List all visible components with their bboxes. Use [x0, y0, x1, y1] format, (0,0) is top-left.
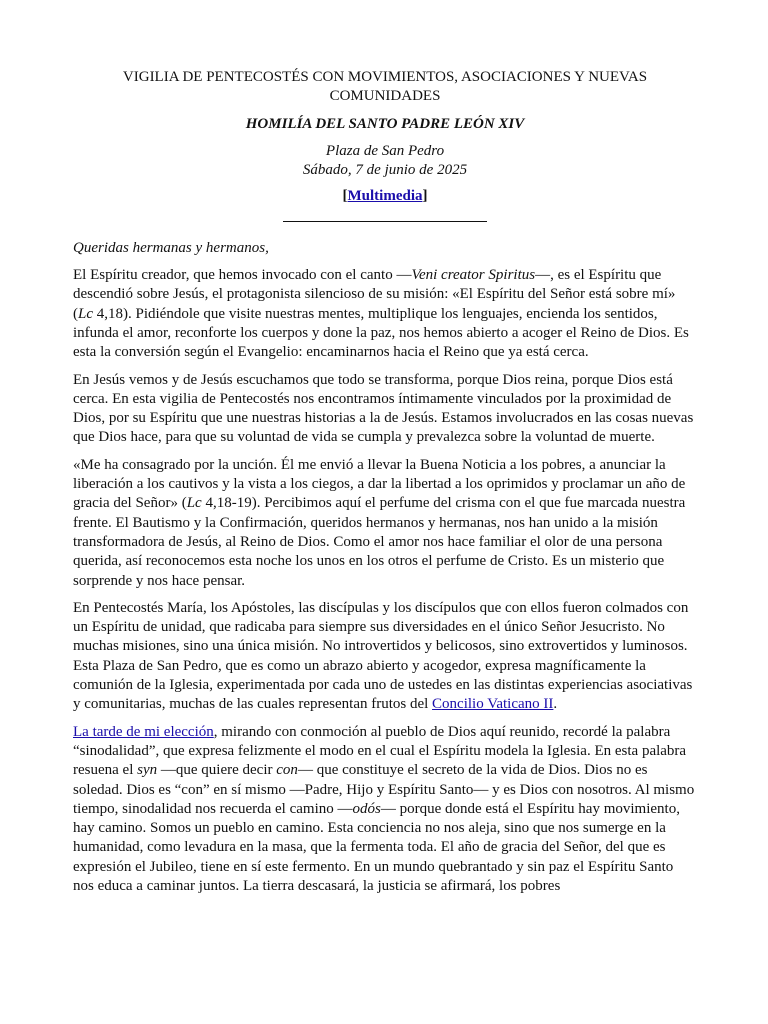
p3-italic-ref: Lc — [186, 495, 202, 512]
paragraph-1 — [73, 266, 697, 362]
p4-text-a: En Pentecostés María, los Apóstoles, las discípulas y los discípulos que con ellos fueron colmados con un Espíritu de unidad, que radicaba para siempre sus diversidades en el único Señor Jesucristo. No muchas misiones, sino una única misión. No introvertidos y belicosos, sino extrovertidos y luminosos. Esta Plaza de San Pedro, que es como un abrazo abierto y acogedor, expresa magníficamente la comunión de la Iglesia, experimentada por cada uno de ustedes en las distintas experiencias asociativas y comunitarias, muchas de las cuales representan frutos del — [73, 599, 693, 713]
p1-text-c: 4,18). Pidiéndole que visite nuestras mentes, multiplique los lenguajes, encienda los sentidos, infunda el amor, reconforte los cuerpos y done la paz, nos hemos abierto a acoger el Reino de Dios. Es esta la conversión según el Evangelio: encaminarnos hacia el Reino que ya está cerca. — [73, 305, 689, 361]
p5-italic-odos: odós — [352, 800, 381, 817]
concilio-vaticano-link[interactable]: Concilio Vaticano II — [432, 696, 554, 713]
paragraph-3 — [73, 456, 697, 591]
place-and-date — [73, 142, 697, 181]
date-text: Sábado, 7 de junio de 2025 — [302, 162, 468, 179]
document-content — [73, 68, 697, 904]
p5-text-a: , mirando con conmoción al pueblo de Dios aquí reunido, recordé la palabra “sinodalidad”, que expresa felizmente el modo en el cual el Espíritu modela la Iglesia. En esta palabra resuena el — [73, 723, 687, 779]
title-line-1: VIGILIA DE PENTECOSTÉS CON MOVIMIENTOS, ASOCIACIONES Y NUEVAS — [122, 69, 648, 85]
bracket-close: ] — [422, 188, 428, 205]
p3-text-a: «Me ha consagrado por la unción. Él me envió a llevar la Buena Noticia a los pobres, a anunciar la liberación a los cautivos y la vista a los ciegos, a dar la libertad a los oprimidos y proclamar un año de gracia del Señor» ( — [73, 456, 686, 512]
p3-text-b: 4,18-19). Percibimos aquí el perfume del crisma con el que fue marcada nuestra frente. El Bautismo y la Confirmación, queridos hermanos y hermanas, nos han unido a la misión transformadora de Jesús, al Reino de Dios. Como el amor nos hace familiar el olor de una persona querida, así reconocemos esta noche los unos en los otros el perfume de Cristo. Es un misterio que sorprende y nos hace pensar. — [73, 495, 686, 589]
paragraph-2: En Jesús vemos y de Jesús escuchamos que todo se transforma, porque Dios reina, porque Dios está cerca. En esta vigilia de Pentecostés nos encontramos íntimamente vinculados por la proximidad de Dios, por su Espíritu que une nuestras historias a la de Jesús. Estamos involucrados en las cosas nuevas que Dios hace, para que su voluntad de vida se cumpla y prevalezca sobre la voluntad de muerte. — [73, 371, 694, 446]
multimedia-line — [73, 187, 697, 206]
p1-text-b: —, es el Espíritu que descendió sobre Jesús, el protagonista silencioso de su misión: «El Espíritu del Señor está sobre mí» ( — [73, 267, 676, 322]
p5-text-d: — porque donde está el Espíritu hay movimiento, hay camino. Somos un pueblo en camino. Esta conciencia no nos aleja, sino que nos sumerge en la humanidad, como levadura en la masa, que la fermenta toda. El año de gracia del Señor, del que es expresión el Jubileo, tiene en sí este fermento. En un mundo quebrantado y sin paz el Espíritu Santo nos educa a caminar juntos. La tierra descasará, la justicia se afirmará, los pobres — [73, 800, 680, 894]
page-subtitle: HOMILÍA DEL SANTO PADRE LEÓN XIV — [245, 115, 525, 132]
place-text: Plaza de San Pedro — [325, 142, 445, 159]
p5-italic-con: con — [276, 762, 298, 779]
p4-text-b: . — [553, 696, 558, 713]
p5-italic-syn: syn — [137, 762, 158, 779]
tarde-eleccion-link[interactable]: La tarde de mi elección — [73, 723, 214, 740]
greeting: Queridas hermanas y hermanos, — [73, 239, 269, 256]
section-divider — [283, 221, 487, 222]
multimedia-link[interactable]: Multimedia — [347, 188, 423, 205]
p1-text-a: El Espíritu creador, que hemos invocado con el canto — — [73, 267, 412, 284]
p5-text-c: — que constituye el secreto de la vida de Dios. Dios no es soledad. Dios es “con” en sí mismo —Padre, Hijo y Espíritu Santo— y es Dios con nosotros. Al mismo tiempo, sinodalidad nos recuerda el camino — — [73, 762, 695, 817]
bracket-open: [ — [342, 188, 348, 205]
p5-text-b: —que quiere decir — [157, 762, 277, 779]
p1-italic-hymn: Veni creator Spiritus — [411, 267, 536, 284]
title-line-2: COMUNIDADES — [329, 88, 441, 105]
paragraph-4 — [73, 599, 697, 715]
paragraph-5 — [73, 723, 697, 897]
p1-italic-ref: Lc — [78, 305, 93, 322]
page-title — [73, 68, 697, 107]
